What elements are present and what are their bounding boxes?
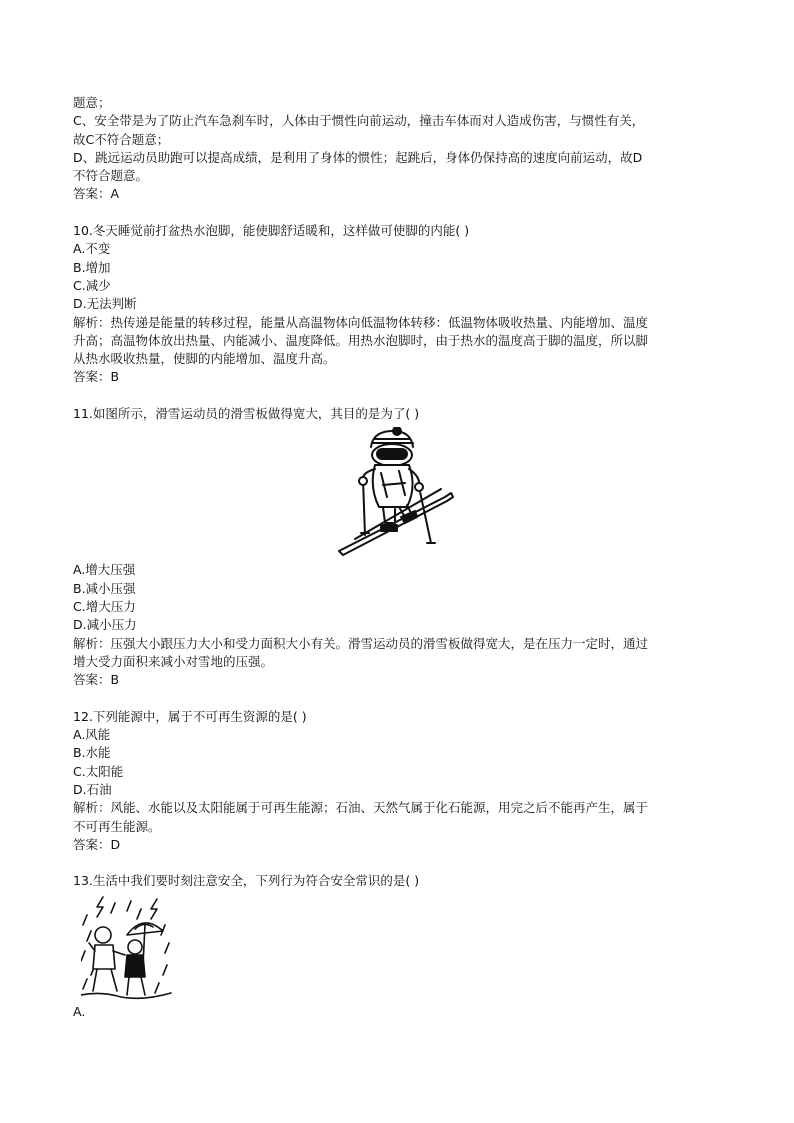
umbrella-thunderstorm-icon [81, 895, 173, 1003]
option-c: C.减少 [73, 277, 111, 293]
analysis-line: 不可再生能源。 [73, 818, 161, 834]
question-11 [73, 405, 723, 689]
question-stem: 12.下列能源中，属于不可再生资源的是( ) [73, 708, 307, 724]
skier-icon [335, 427, 459, 557]
option-c: C.增大压力 [73, 598, 136, 614]
option-a: A. [73, 1003, 86, 1019]
question-10 [73, 222, 723, 387]
question-stem: 10.冬天睡觉前打盆热水泡脚，能使脚舒适暖和，这样做可使脚的内能( ) [73, 223, 470, 239]
option-b: B.水能 [73, 745, 111, 761]
text-line: C、安全带是为了防止汽车急刹车时，人体由于惯性向前运动，撞击车体而对人造成伤害，与惯性有关， [73, 113, 645, 129]
option-b: B.增加 [73, 259, 111, 275]
text-line: D、跳远运动员助跑可以提高成绩，是利用了身体的惯性；起跳后，身体仍保持高的速度向前运动，故D [73, 149, 643, 165]
question-stem: 11.如图所示，滑雪运动员的滑雪板做得宽大，其目的是为了( ) [73, 406, 420, 422]
option-a: A.风能 [73, 727, 111, 743]
analysis-line: 升高；高温物体放出热量、内能减小、温度降低。用热水泡脚时，由于热水的温度高于脚的温度，所以脚 [73, 332, 649, 348]
option-d: D.减小压力 [73, 617, 137, 633]
answer-line: 答案：B [73, 369, 120, 385]
option-a: A.不变 [73, 241, 111, 257]
option-c: C.太阳能 [73, 763, 124, 779]
analysis-line: 解析：风能、水能以及太阳能属于可再生能源；石油、天然气属于化石能源，用完之后不能再产生，属于 [73, 800, 649, 816]
analysis-line: 解析：压强大小跟压力大小和受力面积大小有关。滑雪运动员的滑雪板做得宽大，是在压力一定时，通过 [73, 635, 649, 651]
analysis-line: 从热水吸收热量，使脚的内能增加、温度升高。 [73, 351, 336, 367]
text-line: 不符合题意。 [73, 168, 149, 184]
analysis-line: 增大受力面积来减小对雪地的压强。 [73, 653, 274, 669]
text-line: 题意； [73, 95, 111, 110]
text-line: 故C不符合题意； [73, 131, 170, 147]
answer-line: 答案：A [73, 186, 120, 202]
document-page [73, 94, 723, 1021]
option-a: A.增大压强 [73, 562, 136, 578]
option-d: D.石油 [73, 781, 112, 797]
question-12 [73, 708, 723, 854]
analysis-line: 解析：热传递是能量的转移过程，能量从高温物体向低温物体转移：低温物体吸收热量、内能增加、温度 [73, 314, 649, 330]
question-stem: 13.生活中我们要时刻注意安全，下列行为符合安全常识的是( ) [73, 873, 420, 889]
answer-line: 答案：B [73, 672, 120, 688]
option-d: D.无法判断 [73, 296, 137, 312]
option-b: B.减小压强 [73, 580, 136, 596]
question-13 [73, 872, 723, 1021]
answer-line: 答案：D [73, 836, 121, 852]
